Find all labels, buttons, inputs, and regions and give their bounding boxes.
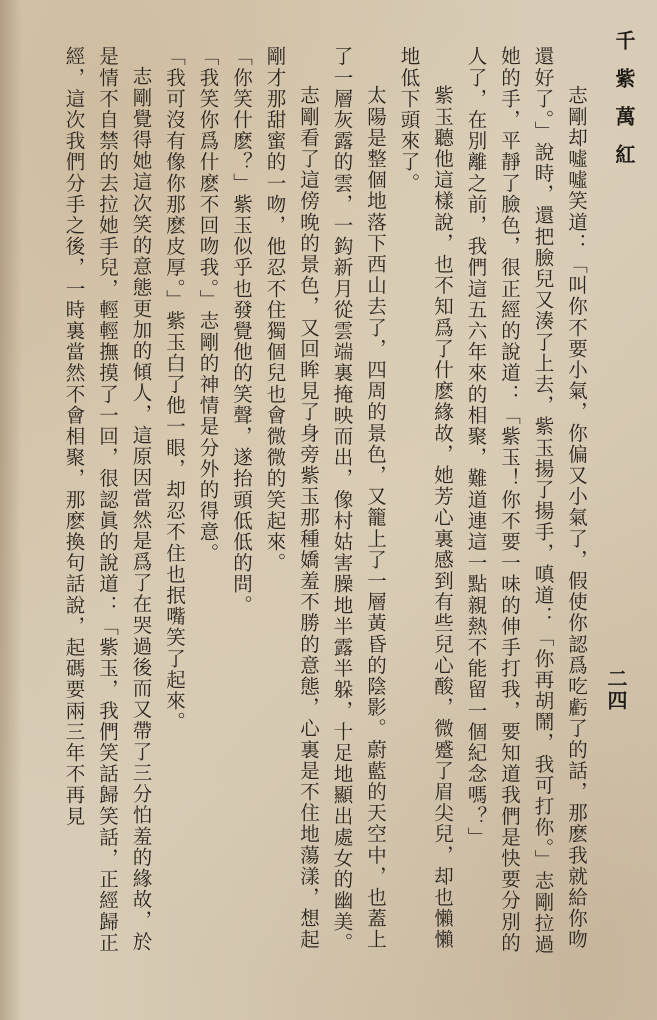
body-text: [13, 46, 593, 970]
paragraph: 「我可沒有像你那麽皮厚。」紫玉白了他一眼，却忍不住也抿嘴笑了起來。: [163, 46, 186, 733]
paragraph: 太陽是整個地落下西山去了，四周的景色，又籠上了一層黃昏的陰影。蔚藍的天空中，也蓋上了一層灰露的雲，一鈎新月從雲端裏掩映而出，像村姑害臊地半露半躲，十足地顯出處女的幽美。: [330, 46, 387, 954]
paragraph: 志剛却噓噓笑道：「叫你不要小氣，你偏又小氣了，假使你認爲吃虧了的話，那麽我就給你吻還好了。」說時，還把臉兒又湊了上去，紫玉揚了揚手，嗔道：「你再胡鬧，我可打你。」志剛拉過她的手，平靜了臉色，很正經的說道：「紫玉！你不要一味的伸手打我，要知道我們是快要分別的人了，在別離之前，我們這五六年來的相聚，難道連這一點親熱不能留一個紀念嗎？」: [464, 46, 588, 955]
running-title: 千紫萬紅: [612, 30, 636, 182]
paragraph: 志剛看了這傍晚的景色，又回眸見了身旁紫玉那種嬌羞不勝的意態，心裏是不住地蕩漾，想起剛才那甜蜜的一吻，他忍不住獨個兒也會微微的笑起來。: [263, 46, 320, 951]
paragraph: 「我笑你爲什麽不回吻我。」志剛的神情是分外的得意。: [196, 46, 220, 564]
paragraph: 志剛覺得她這次笑的意態更加的傾人，這原因當然是爲了在哭過後而又帶了三分怕羞的緣故，於是情不自禁的去拉她手兒，輕輕撫摸了一回，很認眞的說道：「紫玉，我們笑話歸笑話，正經歸正經，這次我們分手之後，一時裏當然不會相聚，那麽換句話說，起碼要兩三年不再見: [62, 46, 153, 954]
paragraph: 「你笑什麽？」紫玉似乎也發覺他的笑聲，遂抬頭低低的問。: [230, 46, 253, 616]
page-number: 二四: [604, 668, 628, 712]
paragraph: 紫玉聽他這樣說，也不知爲了什麽緣故，她芳心裏感到有些兒心酸，微蹙了眉尖兒，却也懶懶地低下頭來了。: [397, 46, 454, 951]
